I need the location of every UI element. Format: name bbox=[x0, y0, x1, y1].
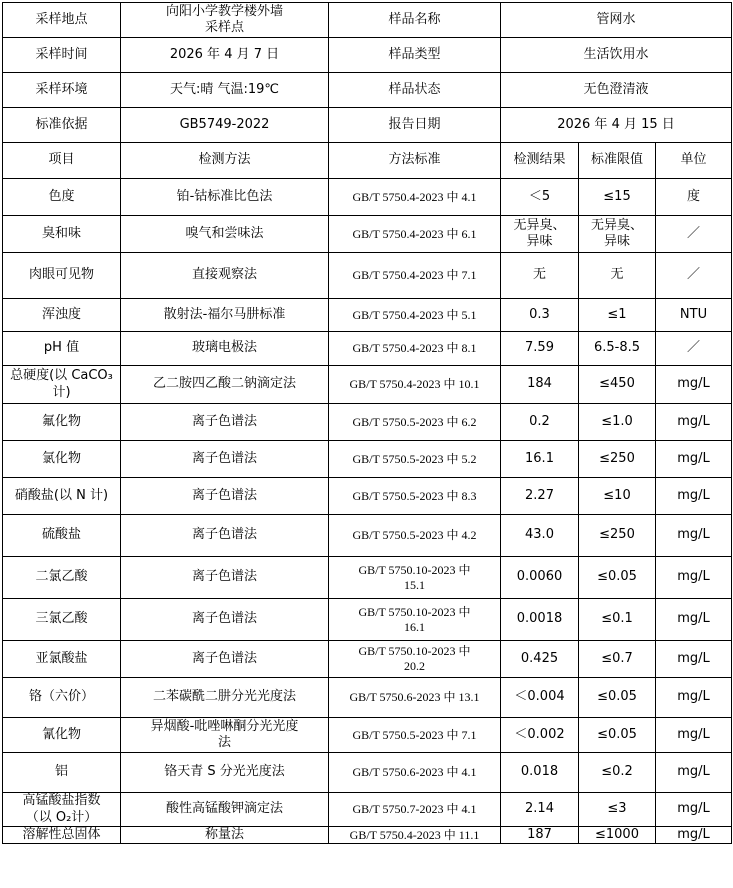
standard-cell: GB/T 5750.4-2023 中 11.1 bbox=[329, 827, 501, 844]
unit-cell: mg/L bbox=[656, 441, 732, 478]
standard-cell: GB/T 5750.10-2023 中 16.1 bbox=[329, 599, 501, 641]
standard-cell: GB/T 5750.7-2023 中 4.1 bbox=[329, 793, 501, 827]
result-cell: 无异臭、 异味 bbox=[501, 216, 579, 253]
item-cell: 硫酸盐 bbox=[3, 515, 121, 557]
item-cell: 铝 bbox=[3, 753, 121, 793]
result-cell: 0.425 bbox=[501, 641, 579, 678]
result-cell: ＜0.002 bbox=[501, 718, 579, 753]
sample-info-label: 报告日期 bbox=[329, 108, 501, 143]
sample-info-label: 样品类型 bbox=[329, 38, 501, 73]
table-row bbox=[3, 404, 732, 441]
item-cell: 氰化物 bbox=[3, 718, 121, 753]
item-cell: 臭和味 bbox=[3, 216, 121, 253]
unit-cell: ／ bbox=[656, 332, 732, 366]
standard-cell: GB/T 5750.4-2023 中 4.1 bbox=[329, 179, 501, 216]
table-row bbox=[3, 641, 732, 678]
sample-info-value: 向阳小学教学楼外墙 采样点 bbox=[121, 3, 329, 38]
table-row bbox=[3, 678, 732, 718]
limit-cell: ≤15 bbox=[579, 179, 656, 216]
sample-info-row bbox=[3, 38, 732, 73]
column-header: 项目 bbox=[3, 143, 121, 179]
result-cell: 7.59 bbox=[501, 332, 579, 366]
unit-cell: mg/L bbox=[656, 753, 732, 793]
item-cell: 三氯乙酸 bbox=[3, 599, 121, 641]
standard-cell: GB/T 5750.6-2023 中 4.1 bbox=[329, 753, 501, 793]
method-cell: 散射法-福尔马肼标准 bbox=[121, 299, 329, 332]
result-cell: 2.14 bbox=[501, 793, 579, 827]
table-row bbox=[3, 793, 732, 827]
sample-info-row bbox=[3, 108, 732, 143]
limit-cell: ≤0.05 bbox=[579, 718, 656, 753]
unit-cell: mg/L bbox=[656, 641, 732, 678]
method-cell: 离子色谱法 bbox=[121, 557, 329, 599]
unit-cell: mg/L bbox=[656, 515, 732, 557]
item-cell: 铬（六价） bbox=[3, 678, 121, 718]
table-row bbox=[3, 179, 732, 216]
unit-cell: mg/L bbox=[656, 557, 732, 599]
limit-cell: 6.5-8.5 bbox=[579, 332, 656, 366]
standard-cell: GB/T 5750.4-2023 中 7.1 bbox=[329, 253, 501, 299]
sample-info-label: 样品状态 bbox=[329, 73, 501, 108]
unit-cell: mg/L bbox=[656, 678, 732, 718]
table-row bbox=[3, 253, 732, 299]
unit-cell: mg/L bbox=[656, 793, 732, 827]
item-cell: pH 值 bbox=[3, 332, 121, 366]
method-cell: 离子色谱法 bbox=[121, 515, 329, 557]
standard-cell: GB/T 5750.6-2023 中 13.1 bbox=[329, 678, 501, 718]
limit-cell: ≤0.7 bbox=[579, 641, 656, 678]
result-cell: ＜5 bbox=[501, 179, 579, 216]
table-row bbox=[3, 332, 732, 366]
item-cell: 色度 bbox=[3, 179, 121, 216]
limit-cell: ≤10 bbox=[579, 478, 656, 515]
result-cell: ＜0.004 bbox=[501, 678, 579, 718]
result-cell: 无 bbox=[501, 253, 579, 299]
standard-cell: GB/T 5750.4-2023 中 5.1 bbox=[329, 299, 501, 332]
unit-cell: mg/L bbox=[656, 599, 732, 641]
sample-info-label: 样品名称 bbox=[329, 3, 501, 38]
method-cell: 二苯碳酰二肼分光光度法 bbox=[121, 678, 329, 718]
method-cell: 离子色谱法 bbox=[121, 441, 329, 478]
method-cell: 铂-钴标准比色法 bbox=[121, 179, 329, 216]
sample-info-label: 标准依据 bbox=[3, 108, 121, 143]
sample-info-value: GB5749-2022 bbox=[121, 108, 329, 143]
table-row bbox=[3, 599, 732, 641]
limit-cell: ≤0.1 bbox=[579, 599, 656, 641]
method-cell: 玻璃电极法 bbox=[121, 332, 329, 366]
limit-cell: ≤1.0 bbox=[579, 404, 656, 441]
sample-info-value: 2026 年 4 月 7 日 bbox=[121, 38, 329, 73]
limit-cell: 无异臭、 异味 bbox=[579, 216, 656, 253]
table-row bbox=[3, 441, 732, 478]
item-cell: 溶解性总固体 bbox=[3, 827, 121, 844]
method-cell: 离子色谱法 bbox=[121, 599, 329, 641]
limit-cell: ≤450 bbox=[579, 366, 656, 404]
result-cell: 0.2 bbox=[501, 404, 579, 441]
unit-cell: 度 bbox=[656, 179, 732, 216]
table-row bbox=[3, 515, 732, 557]
result-cell: 184 bbox=[501, 366, 579, 404]
table-row bbox=[3, 478, 732, 515]
table-row bbox=[3, 827, 732, 844]
item-cell: 氟化物 bbox=[3, 404, 121, 441]
column-header: 标准限值 bbox=[579, 143, 656, 179]
item-cell: 二氯乙酸 bbox=[3, 557, 121, 599]
result-cell: 0.3 bbox=[501, 299, 579, 332]
item-cell: 硝酸盐(以 N 计) bbox=[3, 478, 121, 515]
method-cell: 乙二胺四乙酸二钠滴定法 bbox=[121, 366, 329, 404]
limit-cell: ≤0.05 bbox=[579, 678, 656, 718]
standard-cell: GB/T 5750.4-2023 中 10.1 bbox=[329, 366, 501, 404]
unit-cell: mg/L bbox=[656, 366, 732, 404]
method-cell: 异烟酸-吡唑啉酮分光光度 法 bbox=[121, 718, 329, 753]
standard-cell: GB/T 5750.5-2023 中 7.1 bbox=[329, 718, 501, 753]
standard-cell: GB/T 5750.10-2023 中 15.1 bbox=[329, 557, 501, 599]
item-cell: 肉眼可见物 bbox=[3, 253, 121, 299]
method-cell: 铬天青 S 分光光度法 bbox=[121, 753, 329, 793]
column-header-row bbox=[3, 143, 732, 179]
column-header: 检测结果 bbox=[501, 143, 579, 179]
result-cell: 43.0 bbox=[501, 515, 579, 557]
item-cell: 氯化物 bbox=[3, 441, 121, 478]
sample-info-row bbox=[3, 3, 732, 38]
limit-cell: ≤0.05 bbox=[579, 557, 656, 599]
standard-cell: GB/T 5750.5-2023 中 5.2 bbox=[329, 441, 501, 478]
result-cell: 2.27 bbox=[501, 478, 579, 515]
sample-info-value: 管网水 bbox=[501, 3, 732, 38]
unit-cell: mg/L bbox=[656, 718, 732, 753]
table-row bbox=[3, 753, 732, 793]
water-quality-report-table bbox=[2, 2, 732, 844]
column-header: 方法标准 bbox=[329, 143, 501, 179]
method-cell: 嗅气和尝味法 bbox=[121, 216, 329, 253]
standard-cell: GB/T 5750.5-2023 中 6.2 bbox=[329, 404, 501, 441]
method-cell: 离子色谱法 bbox=[121, 641, 329, 678]
result-cell: 16.1 bbox=[501, 441, 579, 478]
limit-cell: ≤250 bbox=[579, 441, 656, 478]
column-header: 单位 bbox=[656, 143, 732, 179]
sample-info-value: 无色澄清液 bbox=[501, 73, 732, 108]
sample-info-value: 生活饮用水 bbox=[501, 38, 732, 73]
method-cell: 直接观察法 bbox=[121, 253, 329, 299]
table-row bbox=[3, 216, 732, 253]
method-cell: 酸性高锰酸钾滴定法 bbox=[121, 793, 329, 827]
table-row bbox=[3, 299, 732, 332]
result-cell: 187 bbox=[501, 827, 579, 844]
table-row bbox=[3, 557, 732, 599]
standard-cell: GB/T 5750.5-2023 中 8.3 bbox=[329, 478, 501, 515]
sample-info-value: 2026 年 4 月 15 日 bbox=[501, 108, 732, 143]
sample-info-label: 采样时间 bbox=[3, 38, 121, 73]
table-row bbox=[3, 366, 732, 404]
method-cell: 离子色谱法 bbox=[121, 478, 329, 515]
unit-cell: ／ bbox=[656, 253, 732, 299]
unit-cell: NTU bbox=[656, 299, 732, 332]
column-header: 检测方法 bbox=[121, 143, 329, 179]
result-cell: 0.0060 bbox=[501, 557, 579, 599]
result-cell: 0.0018 bbox=[501, 599, 579, 641]
limit-cell: ≤250 bbox=[579, 515, 656, 557]
limit-cell: ≤3 bbox=[579, 793, 656, 827]
method-cell: 离子色谱法 bbox=[121, 404, 329, 441]
item-cell: 总硬度(以 CaCO₃计) bbox=[3, 366, 121, 404]
sample-info-value: 天气:晴 气温:19℃ bbox=[121, 73, 329, 108]
item-cell: 浑浊度 bbox=[3, 299, 121, 332]
standard-cell: GB/T 5750.5-2023 中 4.2 bbox=[329, 515, 501, 557]
sample-info-label: 采样环境 bbox=[3, 73, 121, 108]
item-cell: 亚氯酸盐 bbox=[3, 641, 121, 678]
limit-cell: ≤1000 bbox=[579, 827, 656, 844]
unit-cell: ／ bbox=[656, 216, 732, 253]
limit-cell: ≤1 bbox=[579, 299, 656, 332]
limit-cell: ≤0.2 bbox=[579, 753, 656, 793]
result-cell: 0.018 bbox=[501, 753, 579, 793]
standard-cell: GB/T 5750.4-2023 中 6.1 bbox=[329, 216, 501, 253]
unit-cell: mg/L bbox=[656, 478, 732, 515]
table-row bbox=[3, 718, 732, 753]
sample-info-label: 采样地点 bbox=[3, 3, 121, 38]
standard-cell: GB/T 5750.10-2023 中 20.2 bbox=[329, 641, 501, 678]
sample-info-row bbox=[3, 73, 732, 108]
standard-cell: GB/T 5750.4-2023 中 8.1 bbox=[329, 332, 501, 366]
unit-cell: mg/L bbox=[656, 404, 732, 441]
method-cell: 称量法 bbox=[121, 827, 329, 844]
limit-cell: 无 bbox=[579, 253, 656, 299]
report-table-body bbox=[3, 3, 732, 844]
unit-cell: mg/L bbox=[656, 827, 732, 844]
item-cell: 高锰酸盐指数 （以 O₂计） bbox=[3, 793, 121, 827]
